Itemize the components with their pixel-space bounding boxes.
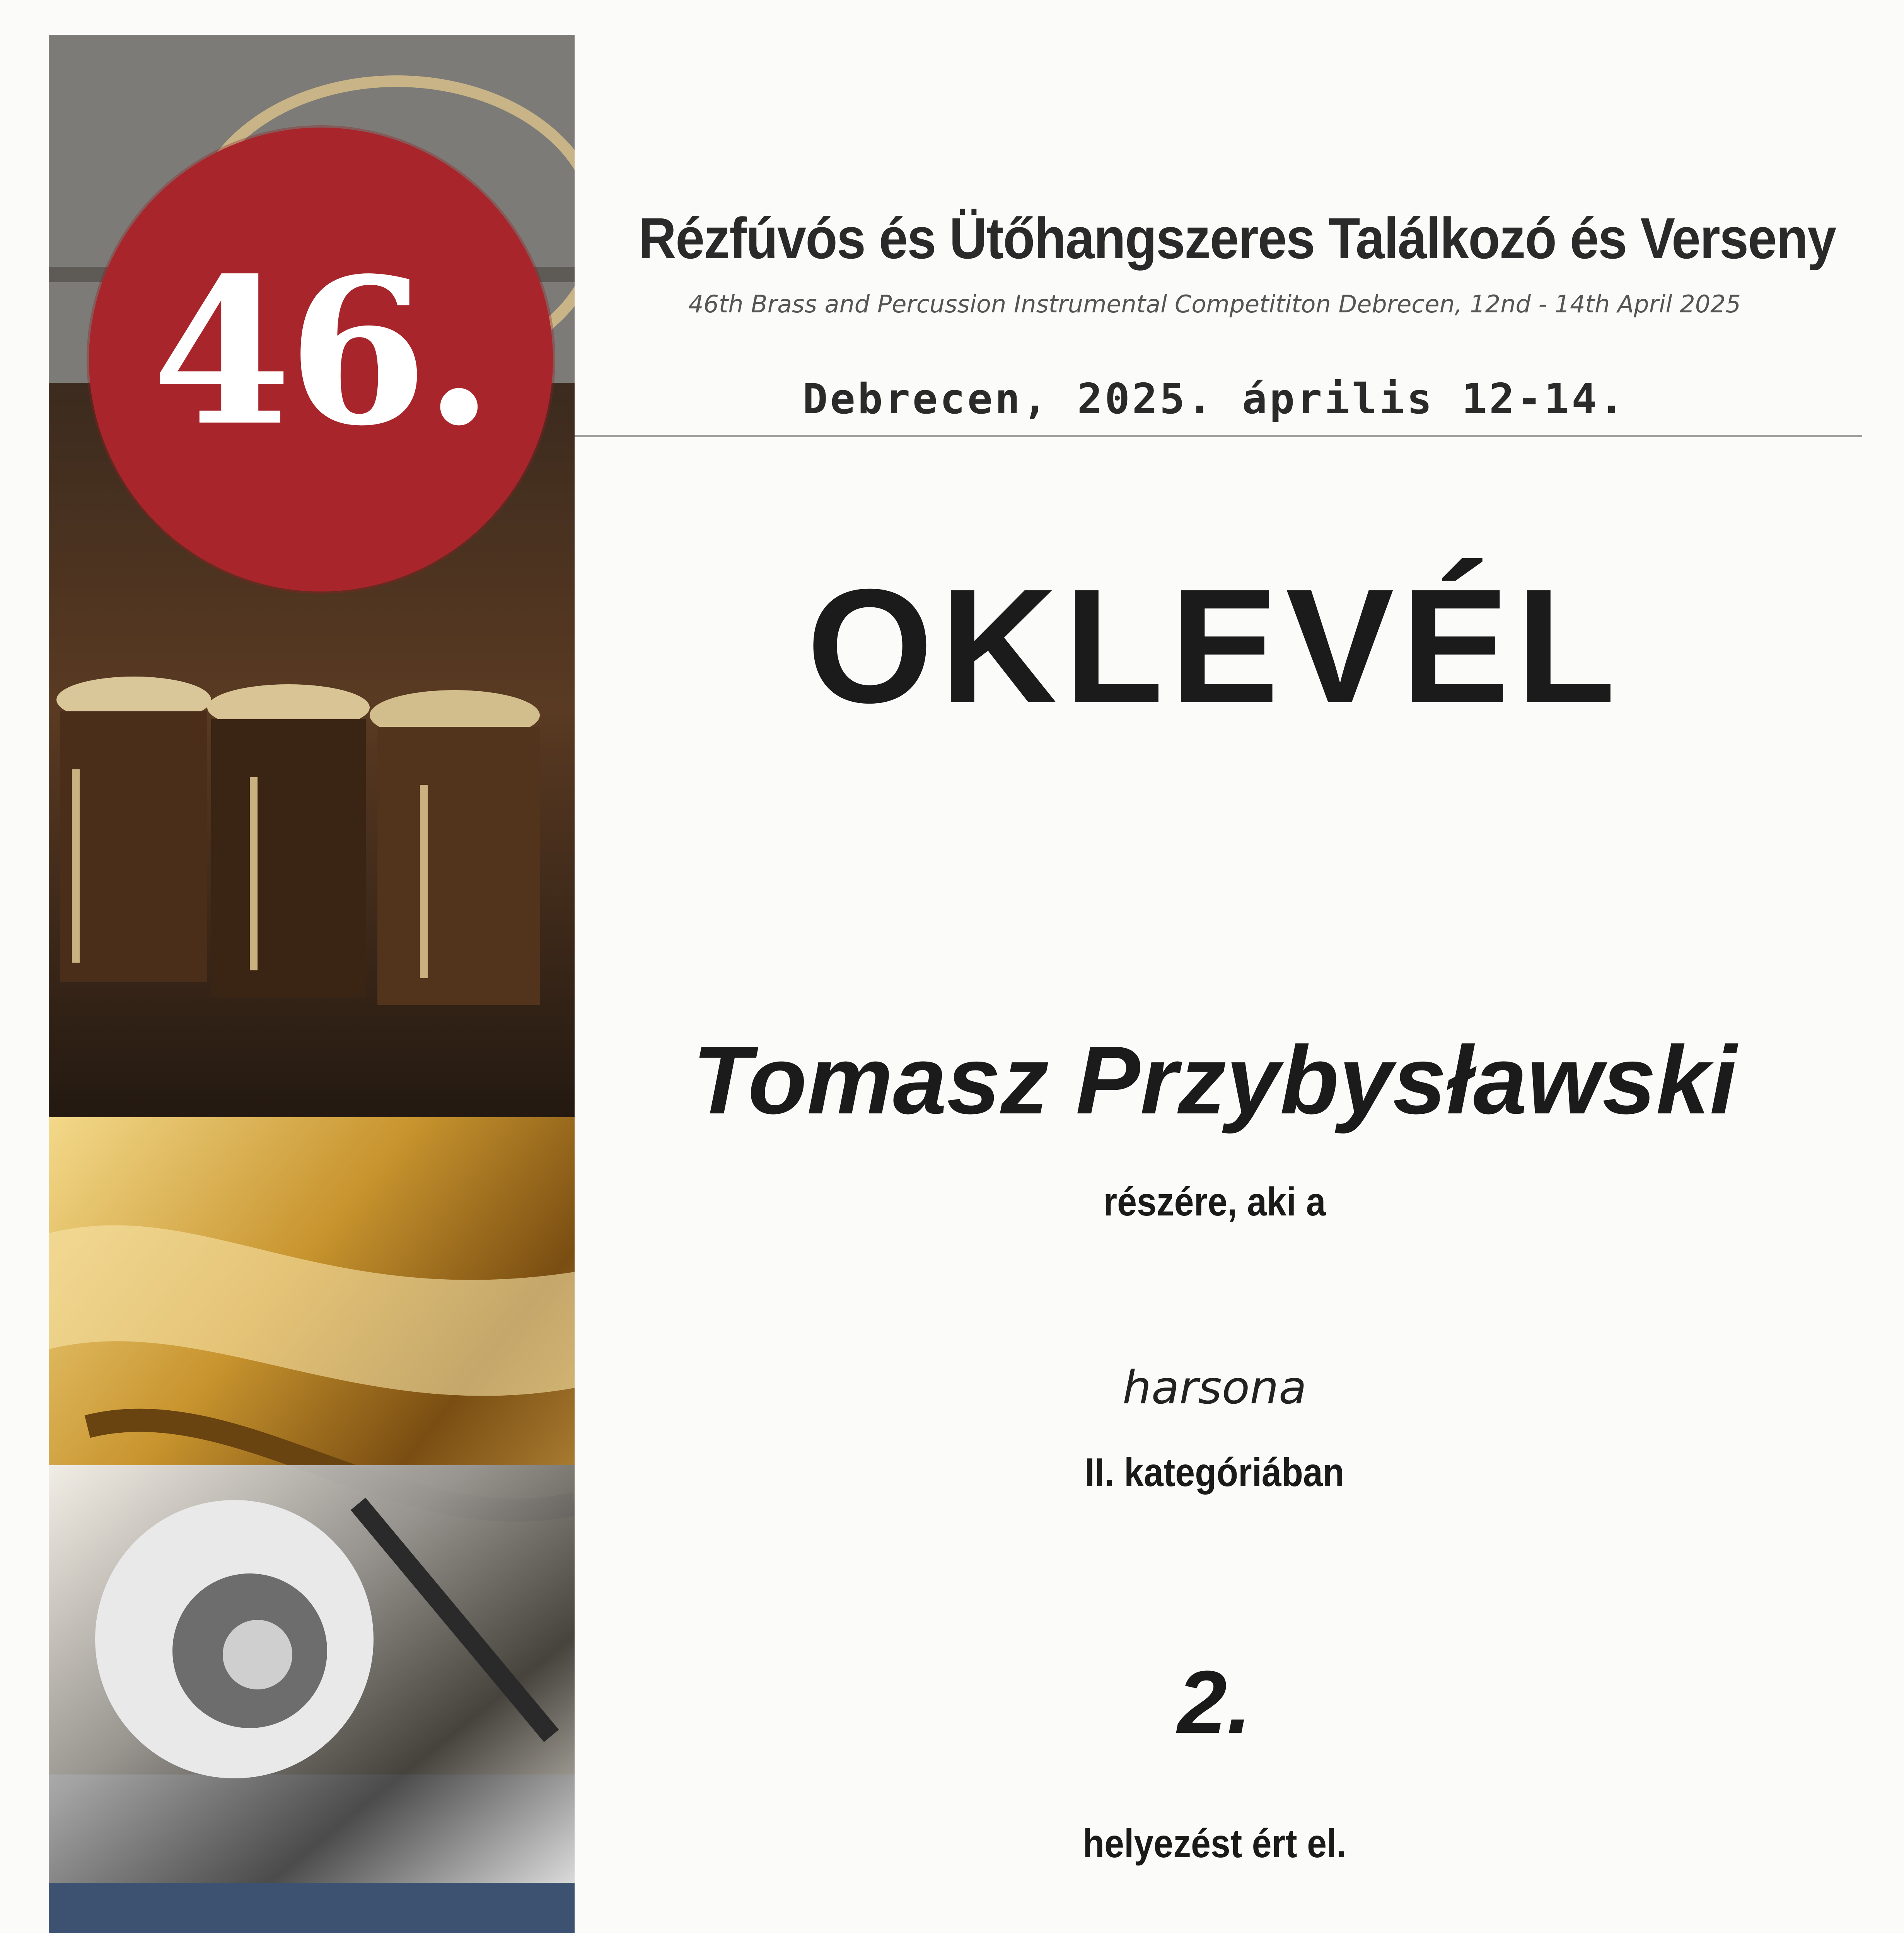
header-divider	[575, 435, 1862, 437]
edition-number: 46.	[152, 234, 490, 470]
category: II. kategóriában	[1085, 1450, 1344, 1495]
recipient-name: Tomasz Przybysławski	[692, 1026, 1737, 1134]
diploma-text-panel	[575, 35, 1855, 1933]
for-text: részére, aki a	[1103, 1180, 1326, 1224]
instrument: harsona	[1122, 1361, 1307, 1414]
placement: 2.	[1177, 1652, 1252, 1752]
achieved-text: helyezést ért el.	[1083, 1821, 1346, 1866]
event-subtitle: 46th Brass and Percussion Instrumental Competititon Debrecen, 12nd - 14th April 2025	[688, 290, 1741, 318]
document-title: OKLEVÉL	[807, 556, 1622, 737]
event-title: Rézfúvós és Ütőhangszeres Találkozó és Verseny	[638, 206, 1836, 271]
edition-badge	[89, 128, 553, 591]
event-dates: Debrecen, 2025. április 12-14.	[802, 375, 1627, 423]
